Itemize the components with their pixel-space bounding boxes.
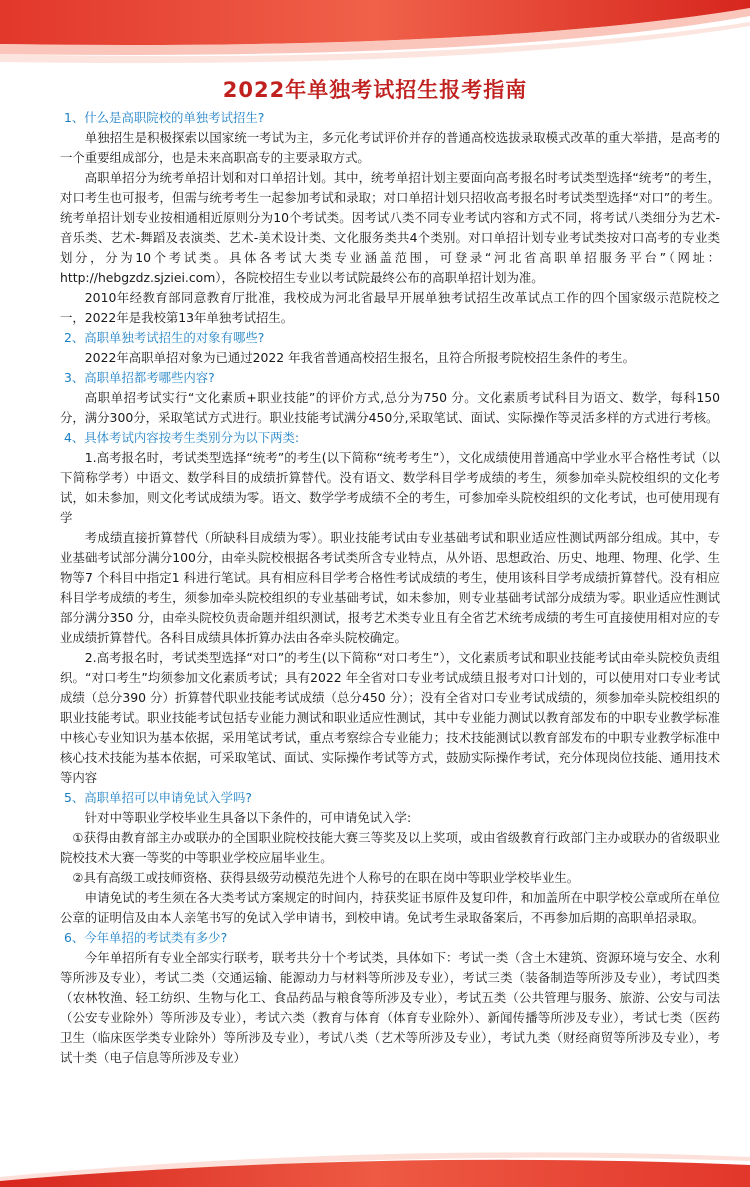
section-5-heading: 5、高职单招可以申请免试入学吗?	[64, 790, 252, 805]
section-1-paragraph-1: 单独招生是积极探索以国家统一考试为主，多元化考试评价并存的普通高校选拔录取模式改革的重大举措，是高考的一个重要组成部分，也是未来高职高专的主要录取方式。	[60, 130, 720, 165]
top-decorative-band	[0, 0, 750, 70]
section-4-heading: 4、具体考试内容按考生类别分为以下两类:	[64, 430, 300, 445]
section-3-heading: 3、高职单招都考哪些内容?	[64, 370, 215, 385]
section-5-paragraph-1: 针对中等职业学校毕业生具备以下条件的，可申请免试入学:	[84, 810, 412, 825]
section-1-paragraph-2: 高职单招分为统考单招计划和对口单招计划。其中，统考单招计划主要面向高考报名时考试类型选择“统考”的考生，对口考生也可报考，但需与统考考生一起参加考试和录取；对口单招计划只招收高考报名时考试类型选择“对口”的考生。统考单招计划专业按相通相近原则分为10个考试类。因考试八类不同专业考试内容和方式不同，将考试八类细分为艺术-音乐类、艺术-舞蹈及表演类、艺术-美术设计类、文化服务类共4个类别。对口单招计划专业考试类按对口高考的专业类划分，分为10个考试类。具体各考试大类专业涵盖范围，可登录“河北省高职单招服务平台”（网址：http://hebgzdz.sjziei.com），各院校招生专业以考试院最终公布的高职单招计划为准。	[60, 170, 720, 285]
page-title: 2022年单独考试招生报考指南	[222, 78, 528, 102]
section-6-paragraph-1: 今年单招所有专业全部实行联考，联考共分十个考试类，具体如下：考试一类（含土木建筑、资源环境与安全、水利等所涉及专业），考试二类（交通运输、能源动力与材料等所涉及专业），考试三类（装备制造等所涉及专业），考试四类（农林牧渔、轻工纺织、生物与化工、食品药品与粮食等所涉及专业），考试五类（公共管理与服务、旅游、公安与司法（公安专业除外）等所涉及专业），考试六类（教育与体育（体育专业除外）、新闻传播等所涉及专业），考试七类（医药卫生（临床医学类专业除外）等所涉及专业），考试八类（艺术等所涉及专业），考试九类（财经商贸等所涉及专业），考试十类（电子信息等所涉及专业）	[60, 950, 720, 1065]
section-4-paragraph-2: 考成绩直接折算替代（所缺科目成绩为零）。职业技能考试由专业基础考试和职业适应性测试两部分组成。其中，专业基础考试部分满分100分，由牵头院校根据各考试类所含专业特点，从外语、思想政治、历史、地理、物理、化学、生物等7 个科目中指定1 科进行笔试。具有相应科目学考合格性考试成绩的考生，使用该科目学考成绩折算替代。没有相应科目学考成绩的考生，须参加牵头院校组织的专业基础考试，如未参加，则专业基础考试部分成绩为零。职业适应性测试部分满分350 分，由牵头院校负责命题并组织测试，报考艺术类专业且有全省艺术统考成绩的考生可直接使用相对应的专业成绩折算替代。各科目成绩具体折算办法由各牵头院校确定。	[60, 530, 720, 645]
section-5-paragraph-4: 申请免试的考生须在各大类考试方案规定的时间内，持获奖证书原件及复印件，和加盖所在中职学校公章或所在单位公章的证明信及由本人亲笔书写的免试入学申请书，到校申请。免试考生录取备案后，不再参加后期的高职单招录取。	[60, 890, 720, 925]
bottom-decorative-band	[0, 1137, 750, 1187]
content-body	[60, 108, 720, 1068]
section-4-paragraph-3: 2.高考报名时，考试类型选择“对口”的考生(以下简称“对口考生”），文化素质考试和职业技能考试由牵头院校负责组织。“对口考生”均须参加文化素质考试；具有2022 年全省对口专业考试成绩且报考对口计划的，可以使用对口专业考试成绩（总分390 分）折算替代职业技能考试成绩（总分450 分）；没有全省对口专业考试成绩的，须参加牵头院校组织的职业技能考试。职业技能考试包括专业能力测试和职业适应性测试，其中专业能力测试以教育部发布的中职专业教学标准中核心专业知识为基本依据，采用笔试考试，重点考察综合专业能力；技术技能测试以教育部发布的中职专业教学标准中核心技术技能为基本依据，可采取笔试、面试、实际操作考试等方式，鼓励实际操作考试，充分体现岗位技能、通用技术等内容	[60, 650, 720, 785]
section-1-heading: 1、什么是高职院校的单独考试招生?	[64, 110, 265, 125]
section-5-condition-2: ②具有高级工或技师资格、获得县级劳动模范先进个人称号的在职在岗中等职业学校毕业生。	[72, 870, 580, 885]
section-5-condition-1: ①获得由教育部主办或联办的全国职业院校技能大赛三等奖及以上奖项，或由省级教育行政部门主办或联办的省级职业院校技术大赛一等奖的中等职业学校应届毕业生。	[60, 830, 720, 865]
section-1-paragraph-3: 2010年经教育部同意教育厅批准，我校成为河北省最早开展单独考试招生改革试点工作的四个国家级示范院校之一，2022年是我校第13年单独考试招生。	[60, 290, 720, 325]
section-4-paragraph-1: 1.高考报名时，考试类型选择“统考”的考生(以下简称“统考考生”），文化成绩使用普通高中学业水平合格性考试（以下简称学考）中语文、数学科目的成绩折算替代。没有语文、数学科目学考成绩的考生，须参加牵头院校组织的文化考试，如未参加，则文化考试成绩为零。语文、数学学考成绩不全的考生，可参加牵头院校组织的文化考试，也可使用现有学	[60, 450, 720, 525]
section-2-heading: 2、高职单独考试招生的对象有哪些?	[64, 330, 265, 345]
section-3-paragraph-1: 高职单招考试实行“文化素质+职业技能”的评价方式,总分为750 分。文化素质考试科目为语文、数学，每科150分，满分300分，采取笔试方式进行。职业技能考试满分450分,采取笔试、面试、实际操作等灵活多样的方式进行考核。	[60, 390, 720, 425]
section-2-paragraph-1: 2022年高职单招对象为已通过2022 年我省普通高校招生报名，且符合所报考院校招生条件的考生。	[84, 350, 636, 365]
section-6-heading: 6、今年单招的考试类有多少?	[64, 930, 228, 945]
